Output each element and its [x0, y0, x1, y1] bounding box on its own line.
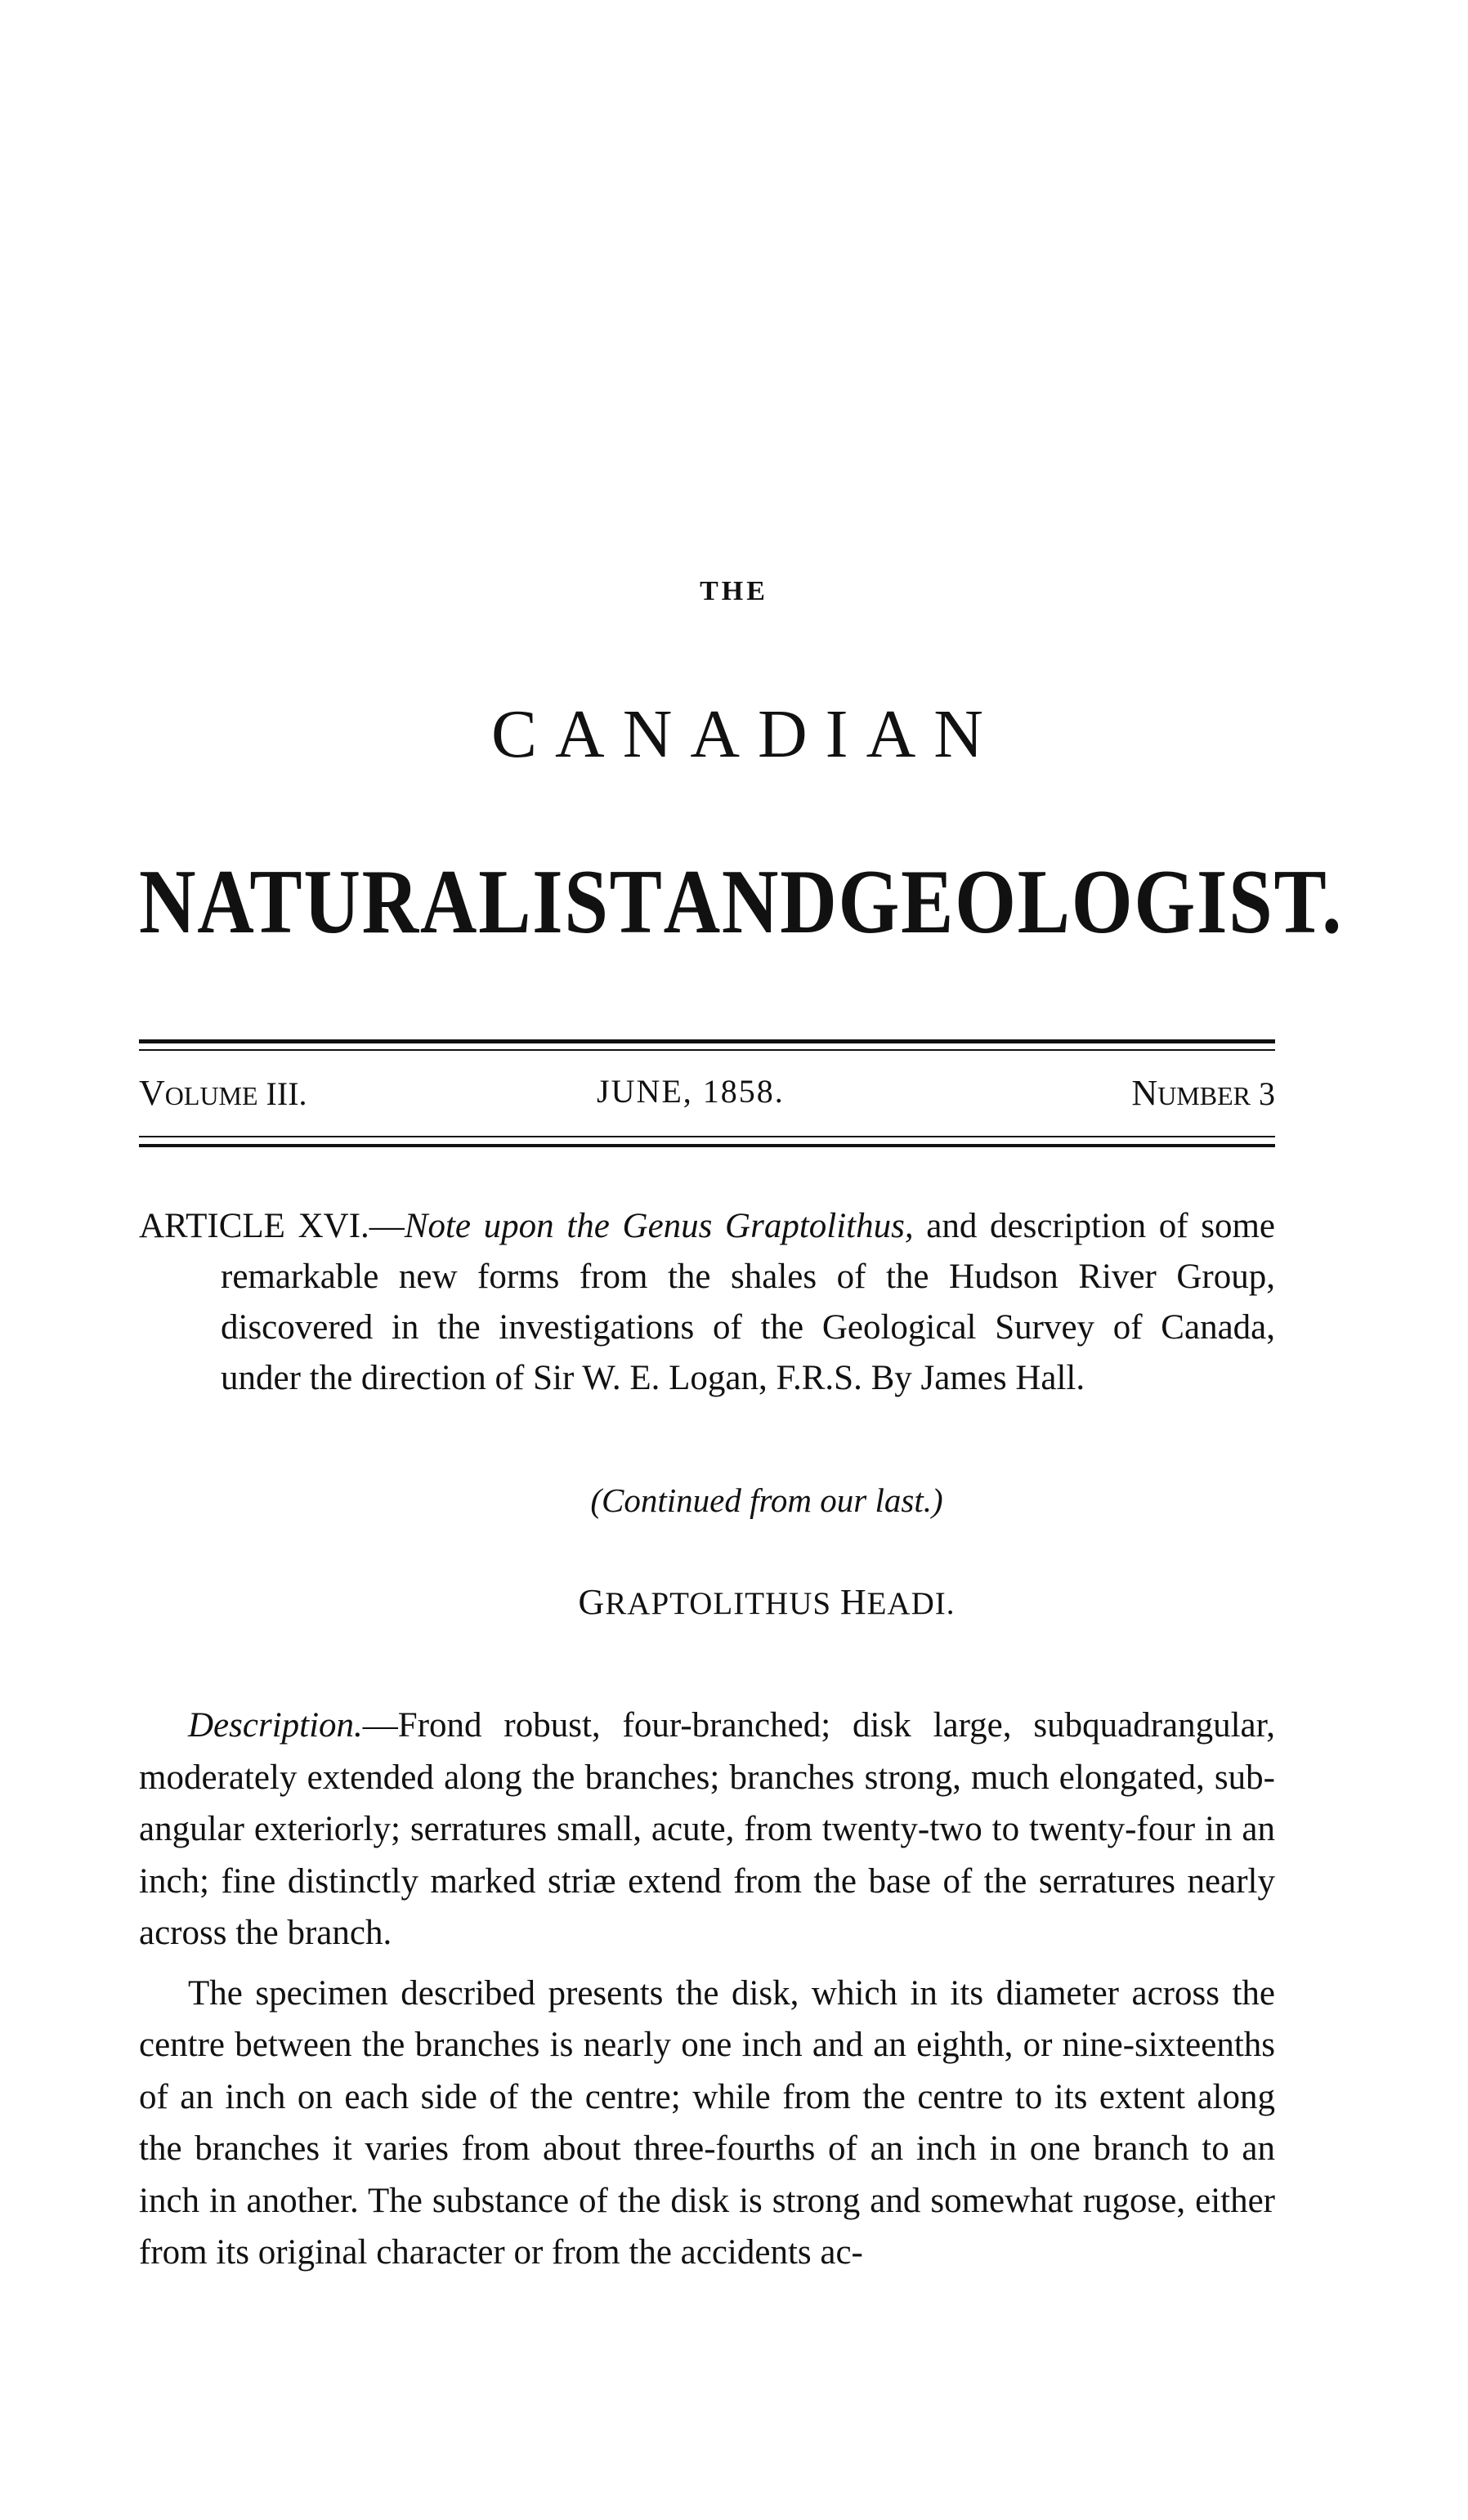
description-lead: Description. — [188, 1706, 363, 1745]
title-word-and: AND — [663, 851, 839, 953]
number-label: NUMBER 3 — [1131, 1073, 1275, 1113]
bottom-rule-thin — [139, 1136, 1275, 1137]
journal-title-the: THE — [700, 576, 768, 606]
article-label: ARTICLE XVI.— — [139, 1207, 405, 1245]
top-rule-thin — [139, 1049, 1275, 1051]
species-heading: GRAPTOLITHUS HEADI. — [578, 1582, 956, 1622]
bottom-rule-thick — [139, 1144, 1275, 1147]
top-rule-thick — [139, 1039, 1275, 1043]
article-description: and description of some remarkable new forms from the shales of the Hudson River Group, discovered in the investigations of the Geological Survey of Canada, under the direction of Sir W. E. Logan, F.R.S. By James Hall. — [221, 1207, 1275, 1397]
body-text — [139, 1700, 1275, 2279]
article-title: Note upon the Genus Graptolithus, — [404, 1207, 914, 1245]
journal-title-main — [139, 850, 1344, 955]
issue-line — [139, 1072, 1275, 1121]
title-word-naturalist: NATURALIST — [139, 851, 664, 953]
issue-date: JUNE, 1858. — [597, 1073, 785, 1110]
volume-label: VOLUME III. — [139, 1073, 307, 1113]
continued-note: (Continued from our last.) — [590, 1481, 943, 1519]
paragraph-specimen: The specimen described presents the disk, which in its diameter across the centre between the branches is nearly one inch and an eighth, or nine-sixteenths of an inch on each side of the centre; while from the centre to its extent along the branches it varies from about three-fourths of an inch in one branch to an inch in another. The substance of the disk is strong and somewhat rugose, either from its original character or from the accidents ac- — [139, 1973, 1275, 2272]
journal-title-canadian: CANADIAN — [491, 696, 1001, 772]
title-word-geologist: GEOLOGIST. — [838, 851, 1344, 953]
paragraph-description: Description.—Frond robust, four-branched; disk large, subquadrangular, moderately extended along the branches; branches strong, much elongated, sub-angular exteriorly; serratures small, acute, from twenty-two to twenty-four in an inch; fine distinctly marked striæ extend from the base of the serratures nearly across the branch. — [139, 1706, 1275, 1952]
article-heading — [139, 1201, 1275, 1404]
